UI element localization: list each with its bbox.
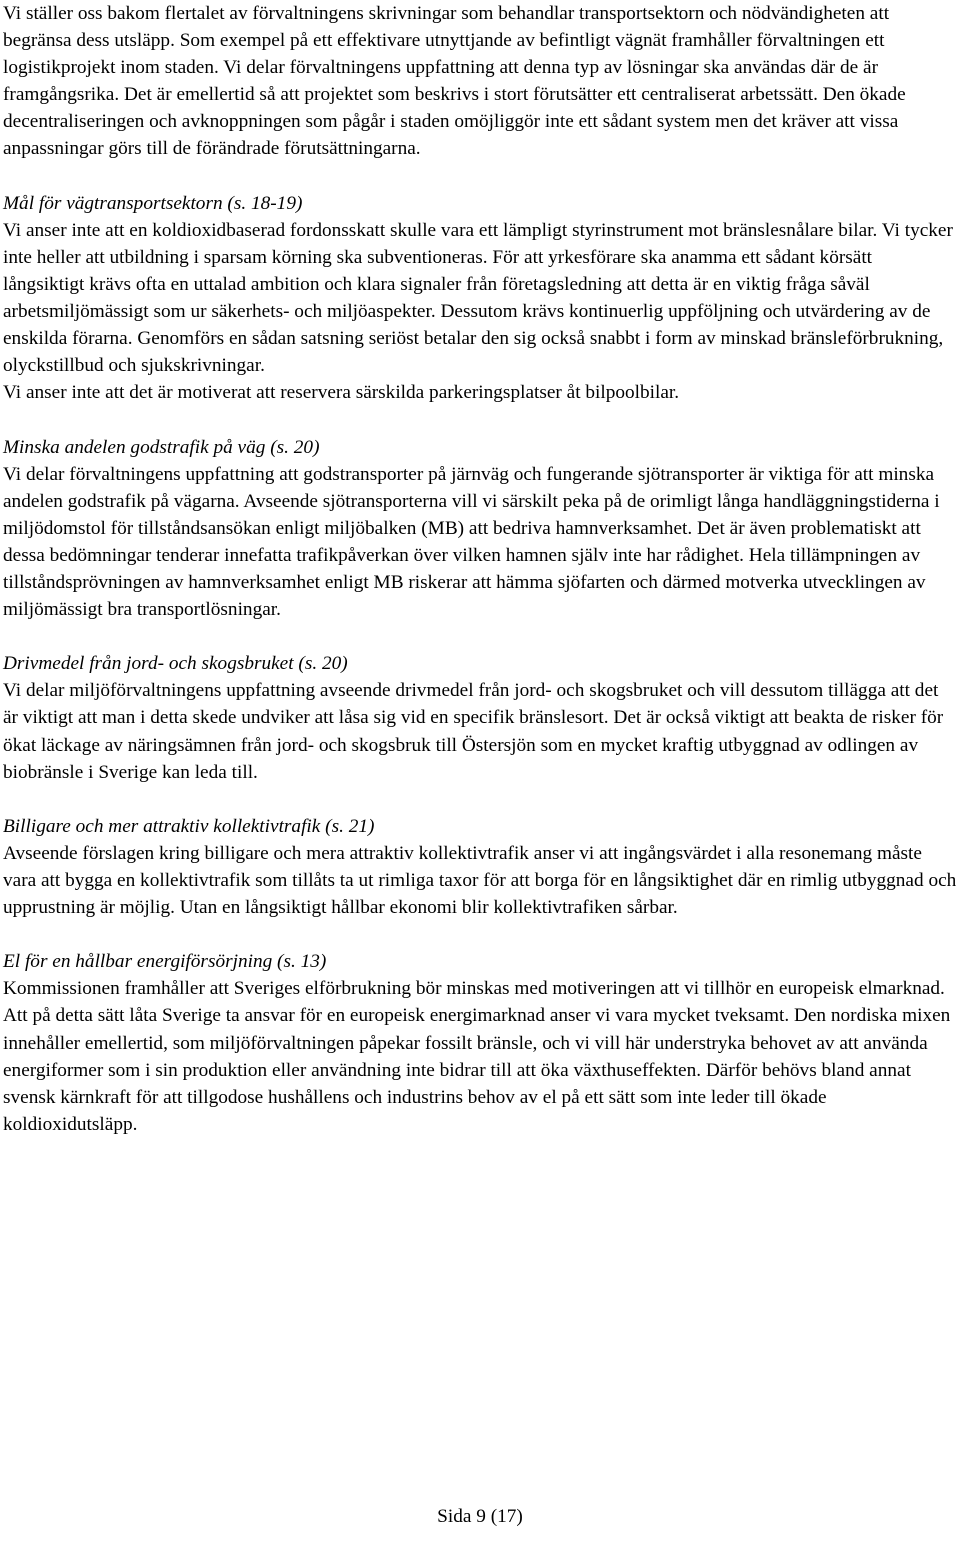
paragraph: Avseende förslagen kring billigare och mera attraktiv kollektivtrafik anser vi att ingångsvärdet i alla resonemang måste vara att bygga en kollektivtrafik som tillåts ta ut rimliga taxor för att borga för en långsiktighet där en rimlig utbyggnad och upprustning är möjlig. Utan en långsiktigt hållbar ekonomi blir kollektivtrafiken sårbar. — [3, 842, 957, 919]
paragraph: Vi delar miljöförvaltningens uppfattning avseende drivmedel från jord- och skogsbruket och vill dessutom tillägga att det är viktigt att man i detta skede undviker att låsa sig vid en specifik bränslesort. Det är också viktigt att beakta de risker för ökat läckage av näringsämnen från jord- och skogsbruk till Östersjön som en mycket kraftig utbyggnad av odlingen av biobränsle i Sverige kan leda till. — [3, 680, 944, 783]
section-vagtransport — [3, 190, 958, 407]
section-gap — [3, 163, 958, 190]
section-godstrafik — [3, 434, 958, 624]
document-body — [3, 0, 958, 1138]
section-gap — [3, 623, 958, 650]
section-kollektivtrafik — [3, 813, 958, 921]
section-intro — [3, 0, 958, 163]
paragraph: Kommissionen framhåller att Sveriges elförbrukning bör minskas med motiveringen att vi tillhör en europeisk elmarknad. Att på detta sätt låta Sverige ta ansvar för en europeisk energimarknad anser vi vara mycket tveksamt. Den nordiska mixen innehåller emellertid, som miljöförvaltningen påpekar fossilt bränsle, och vi vill här understryka behovet av att använda energiformer som i sin produktion eller användning inte bidrar till att öka växthuseffekten. Därför behövs bland annat svensk kärnkraft för att tillgodose hushållens och industrins behov av el på ett sätt som inte leder till ökade koldioxidutsläpp. — [3, 978, 951, 1135]
section-gap — [3, 921, 958, 948]
section-heading: El för en hållbar energiförsörjning (s. 13) — [3, 951, 327, 973]
section-heading: Drivmedel från jord- och skogsbruket (s. 20) — [3, 653, 348, 675]
paragraph: Vi anser inte att en koldioxidbaserad fordonsskatt skulle vara ett lämpligt styrinstrument mot bränslesnålare bilar. Vi tycker inte heller att utbildning i sparsam körning ska subventioneras. För att yrkesförare ska anamma ett sådant körsätt långsiktigt krävs ofta en uttalad ambition och klara signaler från företagsledning att detta är en viktig fråga såväl arbetsmiljömässigt som ur säkerhets- och miljöaspekter. Dessutom krävs kontinuerlig uppföljning och utvärdering av de enskilda förarna. Genomförs en sådan satsning seriöst betalar den sig också snabbt i form av minskad bränsleförbrukning, olyckstillbud och sjukskrivningar. — [3, 219, 953, 377]
paragraph: Vi delar förvaltningens uppfattning att godstransporter på järnväg och fungerande sjötransporter är viktiga för att minska andelen godstrafik på vägarna. Avseende sjötransporterna vill vi särskilt peka på de orimligt långa handläggningstiderna i miljödomstol för tillståndsansökan enligt miljöbalken (MB) att bedriva hamnverksamhet. Det är även problematiskt att dessa bedömningar tenderar innefatta trafikpåverkan över vilken hamnen själv inte har rådighet. Hela tillämpningen av tillståndsprövningen av hamnverksamhet enligt MB riskerar att hämma sjöfarten och därmed motverka utvecklingen av miljömässigt bra transportlösningar. — [3, 463, 940, 621]
section-energiforsorjning — [3, 948, 958, 1138]
paragraph: Vi ställer oss bakom flertalet av förvaltningens skrivningar som behandlar transportsektorn och nödvändigheten att begränsa dess utsläpp. Som exempel på ett effektivare utnyttjande av befintligt vägnät framhåller förvaltningen ett logistikprojekt inom staden. Vi delar förvaltningens uppfattning att denna typ av lösningar ska användas där de är framgångsrika. Det är emellertid så att projektet som beskrivs i stort förutsätter ett centraliserat arbetssätt. Den ökade decentraliseringen och avknoppningen som pågår i staden omöjliggör inte ett sådant system men det kräver att vissa anpassningar görs till de förändrade förutsättningarna. — [3, 3, 906, 160]
section-gap — [3, 406, 958, 433]
page-footer — [0, 1503, 960, 1530]
paragraph: Vi anser inte att det är motiverat att reservera särskilda parkeringsplatser åt bilpoolbilar. — [3, 382, 680, 404]
section-gap — [3, 786, 958, 813]
section-heading: Minska andelen godstrafik på väg (s. 20) — [3, 436, 320, 458]
section-heading: Billigare och mer attraktiv kollektivtrafik (s. 21) — [3, 815, 375, 837]
document-page — [3, 0, 958, 1138]
section-drivmedel — [3, 650, 958, 785]
section-heading: Mål för vägtransportsektorn (s. 18-19) — [3, 192, 303, 214]
page-number: Sida 9 (17) — [437, 1506, 523, 1527]
